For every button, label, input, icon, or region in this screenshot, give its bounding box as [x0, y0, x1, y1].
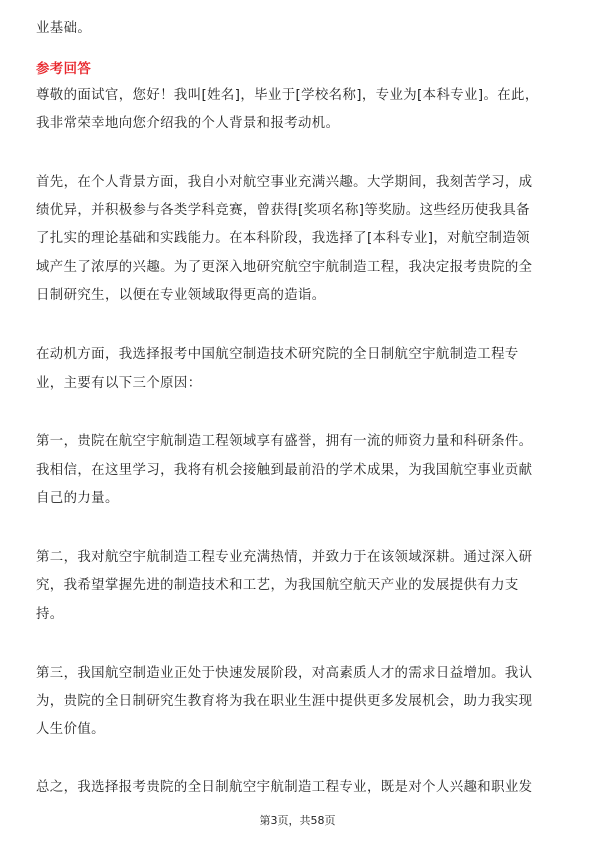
- paragraph-line: 在动机方面，我选择报考中国航空制造技术研究院的全日制航空宇航制造工程专: [36, 347, 519, 362]
- paragraph-line: 第一，贵院在航空宇航制造工程领域享有盛誉，拥有一流的师资力量和科研条件。: [36, 434, 533, 449]
- paragraph-line: 日制研究生，以便在专业领域取得更高的造诣。: [36, 288, 326, 303]
- paragraph-line: 我非常荣幸地向您介绍我的个人背景和报考动机。: [36, 116, 340, 131]
- paragraph-line: 为，贵院的全日制研究生教育将为我在职业生涯中提供更多发展机会，助力我实现: [36, 694, 533, 709]
- paragraph-line: 究，我希望掌握先进的制造技术和工艺，为我国航空航天产业的发展提供有力支: [36, 578, 519, 593]
- paragraph-line: 域产生了浓厚的兴趣。为了更深入地研究航空宇航制造工程，我决定报考贵院的全: [36, 260, 533, 275]
- paragraph-line: 总之，我选择报考贵院的全日制航空宇航制造工程专业，既是对个人兴趣和职业发: [36, 780, 533, 795]
- answer-heading: 参考回答: [36, 62, 92, 77]
- paragraph-line: 尊敬的面试官，您好！我叫[姓名]，毕业于[学校名称]，专业为[本科专业]。在此，: [36, 88, 539, 103]
- paragraph-line: 我相信，在这里学习，我将有机会接触到最前沿的学术成果，为我国航空事业贡献: [36, 463, 533, 478]
- paragraph-line: 第三，我国航空制造业正处于快速发展阶段，对高素质人才的需求日益增加。我认: [36, 666, 533, 681]
- paragraph-line: 业，主要有以下三个原因：: [36, 376, 202, 391]
- page-number-footer: 第3页，共58页: [259, 814, 336, 827]
- paragraph-line: 首先，在个人背景方面，我自小对航空事业充满兴趣。大学期间，我刻苦学习，成: [36, 175, 533, 190]
- paragraph-line: 自己的力量。: [36, 491, 119, 506]
- paragraph-line: 人生价值。: [36, 722, 105, 737]
- paragraph-line: 持。: [36, 607, 64, 622]
- paragraph-line: 了扎实的理论基础和实践能力。在本科阶段，我选择了[本科专业]，对航空制造领: [36, 231, 530, 246]
- intro-tail-text: 业基础。: [36, 21, 92, 36]
- paragraph-line: 绩优异，并积极参与各类学科竞赛，曾获得[奖项名称]等奖励。这些经历使我具备: [36, 203, 530, 218]
- paragraph-line: 第二，我对航空宇航制造工程专业充满热情，并致力于在该领域深耕。通过深入研: [36, 550, 533, 565]
